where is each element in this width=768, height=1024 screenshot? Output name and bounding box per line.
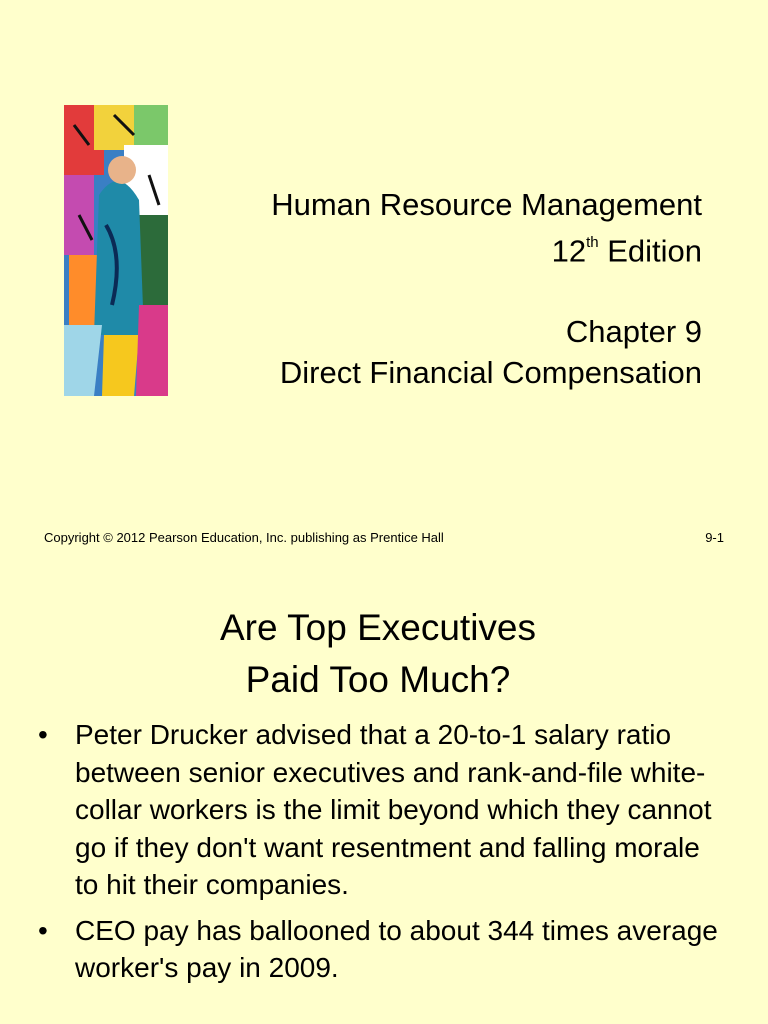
slide-heading [0,602,756,706]
chapter-title: Direct Financial Compensation [279,355,702,391]
heading-line-1: Are Top Executives [219,607,537,648]
edition-suffix: th [586,234,599,251]
page-number: 9-1 [705,530,724,545]
copyright-text: Copyright © 2012 Pearson Education, Inc. publishing as Prentice Hall [44,530,444,545]
bullet-text: Peter Drucker advised that a 20-to-1 salary ratio between senior executives and rank-and-file white-collar workers is the limit beyond which they cannot go if they don't want resentment and falling morale to hit their companies. [75,719,712,900]
bullet-list [38,716,728,995]
chapter-number: Chapter 9 [565,314,702,350]
bullet-marker: • [38,719,48,750]
bullet-item [38,716,728,904]
edition-line [271,225,702,271]
edition-word: Edition [607,233,702,269]
heading-line-2: Paid Too Much? [245,659,511,700]
slide-footer [44,530,724,545]
bullet-marker: • [38,914,48,946]
book-title: Human Resource Management [271,187,702,222]
edition-number: 12 [551,233,587,269]
bullet-text: CEO pay has ballooned to about 344 times average worker's pay in 2009. [75,914,718,983]
title-block [271,184,702,393]
content-slide [0,560,768,1024]
bullet-item [38,912,728,987]
cover-artwork-image [64,105,168,396]
